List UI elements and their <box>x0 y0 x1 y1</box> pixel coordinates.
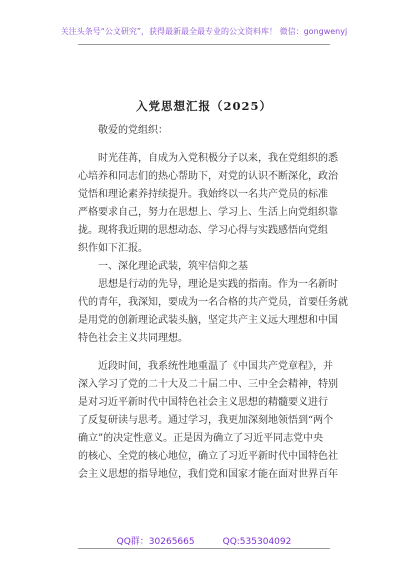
text-line: 思想是行动的先导，理论是实践的指南。作为一名新时 <box>78 279 338 290</box>
text-line: 一、深化理论武装，筑牢信仰之基 <box>78 261 248 272</box>
text-line: 觉悟和理论素养持续提升。我始终以一名共产党员的标准 <box>78 189 328 200</box>
paragraph-intro <box>78 150 340 258</box>
footer-qq-group: QQ群：30265665 <box>116 537 195 547</box>
text-line: 近段时间，我系统性地重温了《中国共产党章程》，并 <box>78 361 333 372</box>
footer-note <box>0 534 408 547</box>
document-title: 入党思想汇报（2025） <box>135 99 272 113</box>
paragraph-study <box>78 358 340 484</box>
text-line: 了反复研读与思考。通过学习，我更加深刻地领悟到“两个 <box>78 415 334 426</box>
text-line: 深入学习了党的二十大及二十届二中、三中全会精神，特别 <box>78 379 338 390</box>
text-line: 织作如下汇报。 <box>78 243 148 254</box>
section-heading <box>78 258 340 276</box>
text-line: 时光荏苒，自成为入党积极分子以来，我在党组织的悉 <box>78 153 338 164</box>
header-divider <box>78 44 330 45</box>
paragraph-theory <box>78 276 348 348</box>
text-line: 是用党的创新理论武装头脑，坚定共产主义远大理想和中国 <box>78 315 338 326</box>
text-line: 代的青年，我深知，要成为一名合格的共产党员，首要任务就 <box>78 297 348 308</box>
text-line: 是对习近平新时代中国特色社会主义思想的精髓要义进行 <box>78 397 328 408</box>
text-line: 的核心、全党的核心地位，确立了习近平新时代中国特色社 <box>78 451 338 462</box>
header-note: 关注头条号“公文研究”，获得最新最全最专业的公文资料库！ 微信：gongwenyj <box>60 27 348 36</box>
salutation: 敬爱的党组织： <box>98 125 168 136</box>
document-body <box>78 122 348 484</box>
text-line: 严格要求自己，努力在思想上、学习上、生活上向党组织靠 <box>78 207 338 218</box>
text-line: 拢。现将我近期的思想动态、学习心得与实践感悟向党组 <box>78 225 328 236</box>
text-line: 特色社会主义共同理想。 <box>78 333 188 344</box>
text-line: 心培养和同志们的热心帮助下，对党的认识不断深化，政治 <box>78 171 338 182</box>
footer-divider <box>78 548 330 549</box>
text-line: 会主义思想的指导地位，我们党和国家才能在面对世界百年 <box>78 469 338 480</box>
footer-qq-contact: QQ:535304092 <box>222 537 292 547</box>
text-line: 确立”的决定性意义。正是因为确立了习近平同志党中央 <box>78 433 324 444</box>
